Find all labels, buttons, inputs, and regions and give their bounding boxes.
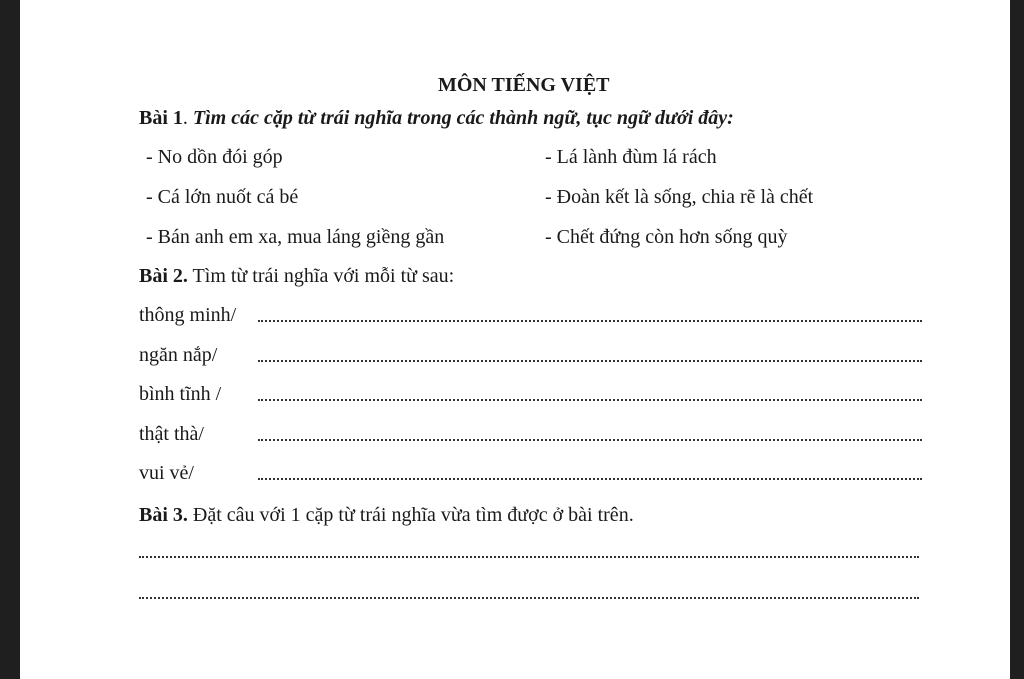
word-2: ngăn nắp/ [139,344,218,366]
exercise-1-label: Bài 1 [139,107,183,129]
answer-line-5 [258,478,922,480]
document-page [20,0,1010,679]
idiom-left-2: - Cá lớn nuốt cá bé [146,186,299,208]
word-3: bình tĩnh / [139,383,222,405]
word-1: thông minh/ [139,304,237,326]
exercise-3-heading [139,503,634,527]
window-frame-left [0,0,20,679]
exercise-1-separator: . [182,107,193,129]
exercise-3-label: Bài 3. [139,504,188,526]
idiom-right-1: - Lá lành đùm lá rách [545,146,717,168]
sentence-line-2 [139,597,919,599]
exercise-2-label: Bài 2. [139,265,188,287]
idiom-right-3: - Chết đứng còn hơn sống quỳ [545,226,788,248]
exercise-1-heading [139,106,734,130]
word-4: thật thà/ [139,423,204,445]
answer-line-4 [258,439,922,441]
page-title: MÔN TIẾNG VIỆT [438,74,610,96]
exercise-1-prompt: Tìm các cặp từ trái nghĩa trong các thành ngữ, tục ngữ dưới đây: [192,107,734,129]
window-frame-right [1010,0,1024,679]
answer-line-3 [258,399,922,401]
exercise-2-heading [139,264,454,288]
idiom-left-1: - No dồn đói góp [146,146,283,168]
exercise-2-prompt: Tìm từ trái nghĩa với mỗi từ sau: [187,265,455,287]
sentence-line-1 [139,556,919,558]
answer-line-2 [258,360,922,362]
exercise-3-prompt: Đặt câu với 1 cặp từ trái nghĩa vừa tìm được ở bài trên. [187,504,634,526]
idiom-left-3: - Bán anh em xa, mua láng giềng gần [146,226,445,248]
idiom-right-2: - Đoàn kết là sống, chia rẽ là chết [545,186,814,208]
answer-line-1 [258,320,922,322]
word-5: vui vẻ/ [139,462,194,484]
